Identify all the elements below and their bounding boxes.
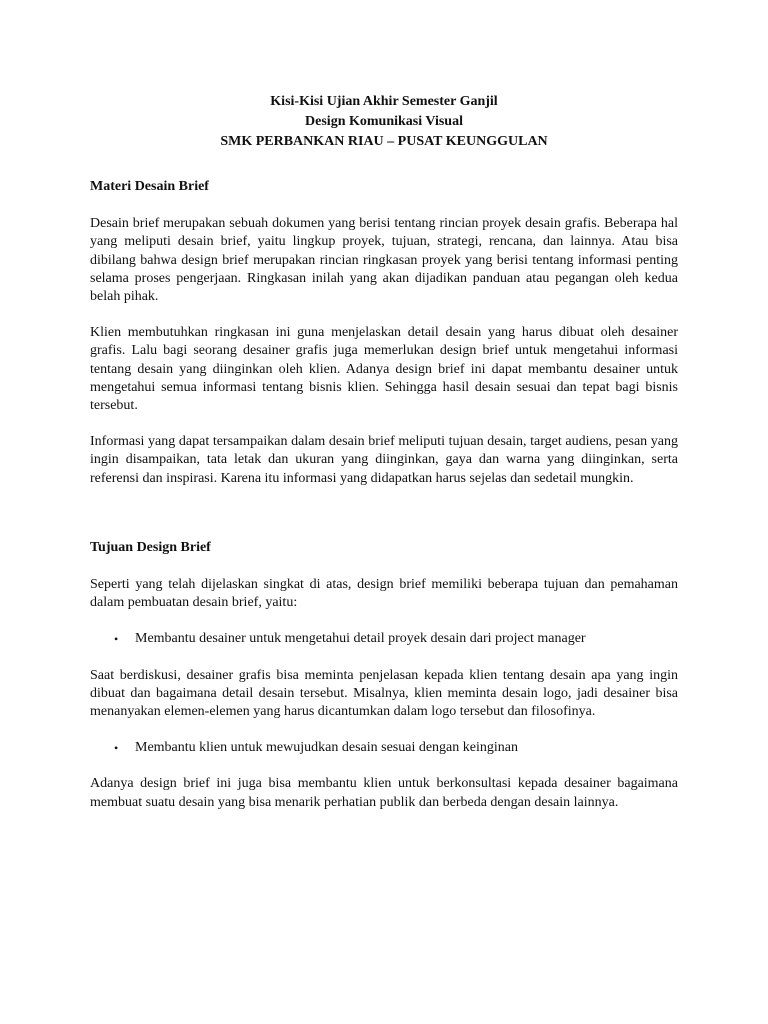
section-spacer <box>90 506 678 539</box>
header-subject: Design Komunikasi Visual <box>305 114 463 129</box>
paragraph: Seperti yang telah dijelaskan singkat di atas, design brief memiliki beberapa tujuan dan pemahaman dalam pembuatan desain brief, yaitu: <box>90 577 678 611</box>
header-title: Kisi-Kisi Ujian Akhir Semester Ganjil <box>270 94 498 109</box>
section-heading-tujuan: Tujuan Design Brief <box>90 539 211 555</box>
section-heading-materi: Materi Desain Brief <box>90 179 209 194</box>
bullet-item <box>90 630 678 648</box>
document-page <box>90 92 678 830</box>
paragraph: Desain brief merupakan sebuah dokumen yang berisi tentang rincian proyek desain grafis. Beberapa hal yang meliputi desain brief, yaitu lingkup proyek, tujuan, strategi, rencana, dan lainnya. Atau bisa dibilang bahwa design brief merupakan rincian ringkasan proyek yang berisi tentang informasi penting selama proses pengerjaan. Ringkasan inilah yang akan dijadikan panduan atau pegangan oleh kedua belah pihak. <box>90 216 678 305</box>
bullet-item <box>90 739 678 757</box>
bullet-text: Membantu klien untuk mewujudkan desain sesuai dengan keinginan <box>135 740 518 756</box>
paragraph: Saat berdiskusi, desainer grafis bisa meminta penjelasan kepada klien tentang desain apa yang ingin dibuat dan bagaimana detail desain tersebut. Misalnya, klien meminta desain logo, jadi desainer bisa menanyakan elemen-elemen yang harus dicantumkan dalam logo tersebut dan filosofinya. <box>90 667 678 720</box>
header-school: SMK PERBANKAN RIAU – PUSAT KEUNGGULAN <box>220 134 548 149</box>
bullet-icon: • <box>114 632 119 647</box>
bullet-icon: • <box>114 741 119 756</box>
document-header <box>90 92 678 152</box>
bullet-text: Membantu desainer untuk mengetahui detail proyek desain dari project manager <box>135 631 586 647</box>
paragraph: Informasi yang dapat tersampaikan dalam desain brief meliputi tujuan desain, target audiens, pesan yang ingin disampaikan, tata letak dan ukuran yang diinginkan, gaya dan warna yang diinginkan, serta referensi dan inspirasi. Karena itu informasi yang didapatkan harus sejelas dan sedetail mungkin. <box>90 434 678 486</box>
paragraph: Adanya design brief ini juga bisa membantu klien untuk berkonsultasi kepada desainer bagaimana membuat suatu desain yang bisa menarik perhatian publik dan berbeda dengan desain lainnya. <box>90 776 678 810</box>
paragraph: Klien membutuhkan ringkasan ini guna menjelaskan detail desain yang harus dibuat oleh desainer grafis. Lalu bagi seorang desainer grafis juga memerlukan design brief untuk mengetahui informasi tentang desain yang diinginkan oleh klien. Adanya design brief ini dapat membantu desainer untuk mengetahui semua informasi tentang bisnis klien. Sehingga hasil desain sesuai dan tepat bagi bisnis tersebut. <box>90 325 678 414</box>
